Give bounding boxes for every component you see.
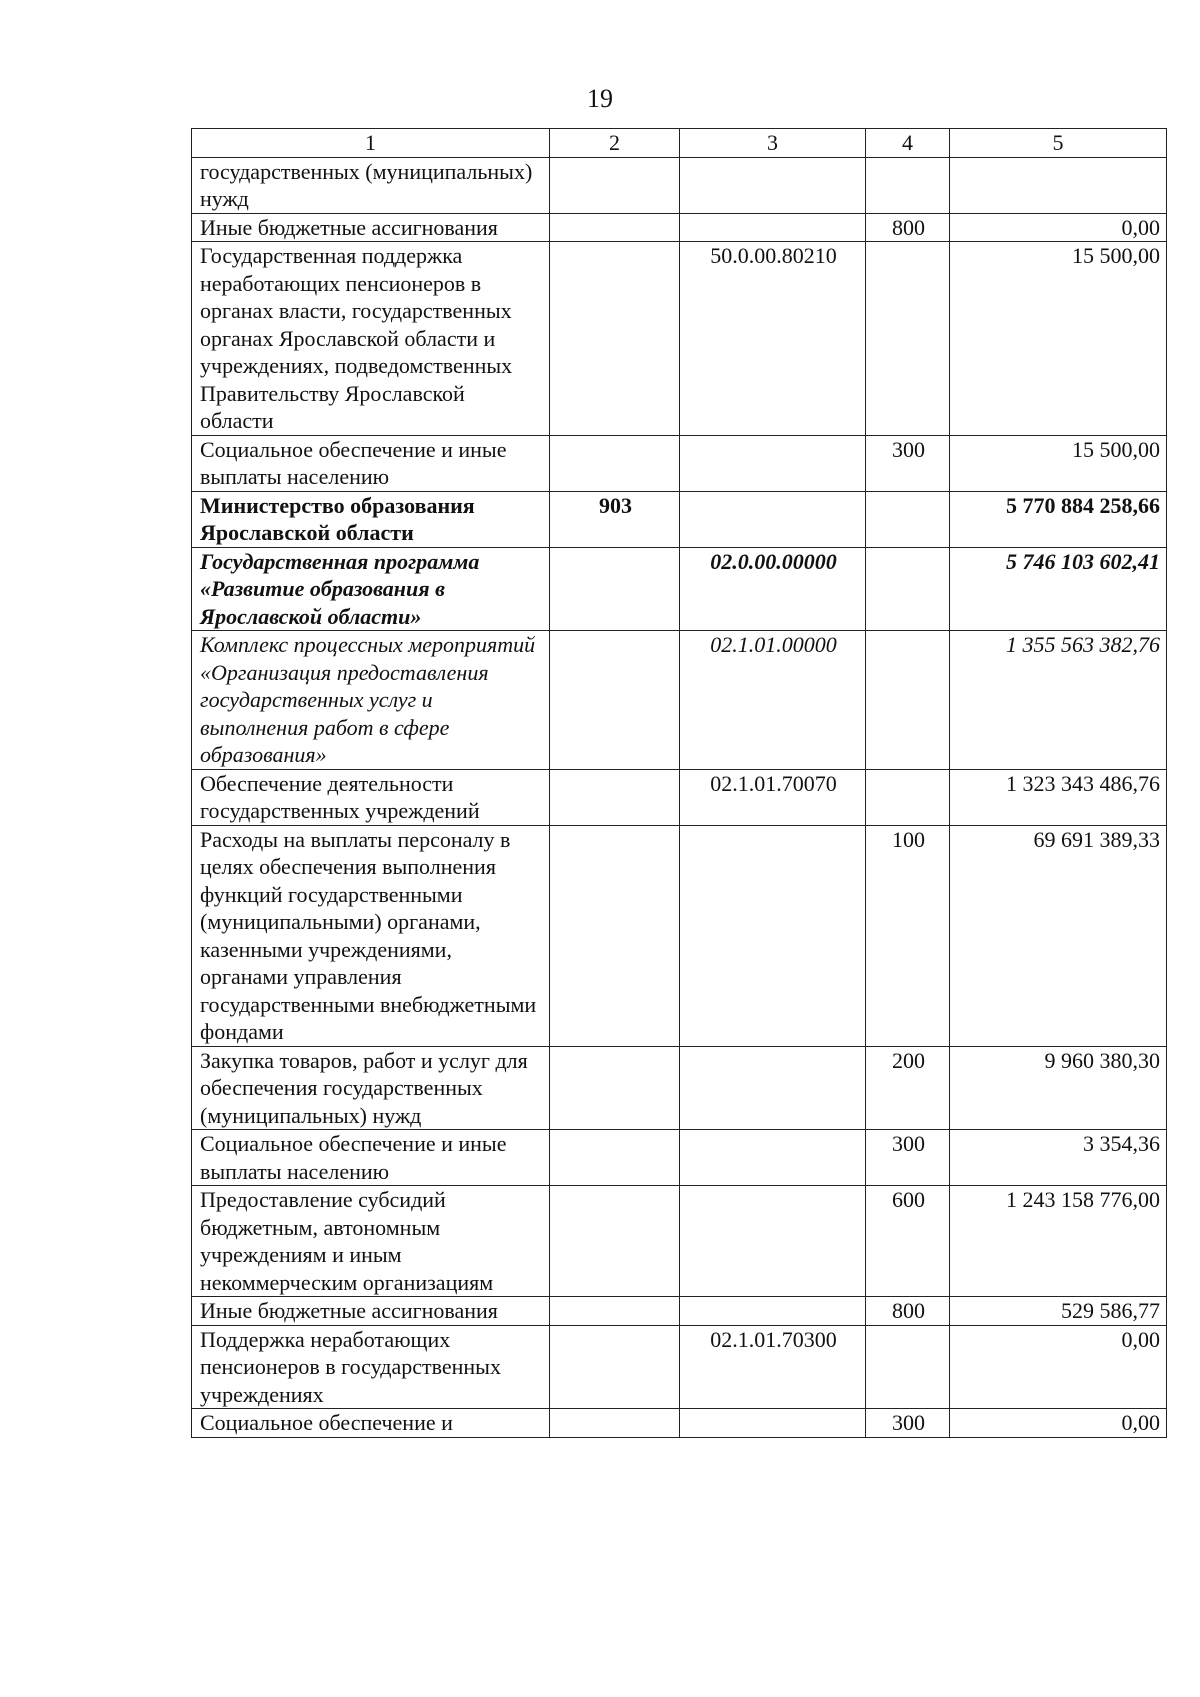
table-row: [192, 631, 1167, 770]
row-expense-type: [866, 631, 950, 770]
row-expense-type: 300: [866, 1409, 950, 1438]
row-target-code: [680, 1130, 866, 1186]
row-amount: [950, 157, 1167, 213]
row-target-code: 02.1.01.00000: [680, 631, 866, 770]
table-row: [192, 1409, 1167, 1438]
row-name: Иные бюджетные ассигнования: [192, 1297, 550, 1326]
row-admin-code: [550, 1186, 680, 1297]
row-admin-code: [550, 1046, 680, 1130]
row-expense-type: [866, 547, 950, 631]
page-number: 19: [587, 84, 613, 113]
row-expense-type: 300: [866, 1130, 950, 1186]
row-amount: 0,00: [950, 213, 1167, 242]
row-amount: 5 746 103 602,41: [950, 547, 1167, 631]
row-name: Расходы на выплаты персоналу в целях обеспечения выполнения функций государственными (муниципальными) органами, казенными учреждениями, органами управления государственными внебюджетными фондами: [192, 825, 550, 1046]
row-amount: 9 960 380,30: [950, 1046, 1167, 1130]
row-admin-code: [550, 1325, 680, 1409]
row-amount: 15 500,00: [950, 435, 1167, 491]
row-target-code: [680, 825, 866, 1046]
row-admin-code: [550, 213, 680, 242]
row-target-code: [680, 1186, 866, 1297]
row-name: Комплекс процессных мероприятий «Организация предоставления государственных услуг и выполнения работ в сфере образования»: [192, 631, 550, 770]
row-name: Социальное обеспечение и иные выплаты населению: [192, 1130, 550, 1186]
table-row: [192, 1130, 1167, 1186]
table-row: [192, 491, 1167, 547]
column-header-1: 1: [192, 129, 550, 158]
row-expense-type: 200: [866, 1046, 950, 1130]
row-amount: 69 691 389,33: [950, 825, 1167, 1046]
row-amount: 15 500,00: [950, 242, 1167, 436]
row-name: Поддержка неработающих пенсионеров в государственных учреждениях: [192, 1325, 550, 1409]
row-expense-type: 800: [866, 1297, 950, 1326]
row-admin-code: [550, 825, 680, 1046]
row-name: Закупка товаров, работ и услуг для обеспечения государственных (муниципальных) нужд: [192, 1046, 550, 1130]
row-amount: 529 586,77: [950, 1297, 1167, 1326]
row-target-code: [680, 435, 866, 491]
table-row: [192, 1186, 1167, 1297]
row-amount: 3 354,36: [950, 1130, 1167, 1186]
row-admin-code: [550, 242, 680, 436]
row-amount: 1 323 343 486,76: [950, 769, 1167, 825]
header-row: [192, 129, 1167, 158]
row-name: Министерство образования Ярославской области: [192, 491, 550, 547]
row-name: Обеспечение деятельности государственных учреждений: [192, 769, 550, 825]
table-row: [192, 769, 1167, 825]
row-admin-code: [550, 1130, 680, 1186]
table-row: [192, 213, 1167, 242]
row-admin-code: 903: [550, 491, 680, 547]
row-target-code: [680, 157, 866, 213]
column-header-2: 2: [550, 129, 680, 158]
row-target-code: [680, 491, 866, 547]
row-expense-type: 300: [866, 435, 950, 491]
column-header-4: 4: [866, 129, 950, 158]
row-name: Государственная программа «Развитие образования в Ярославской области»: [192, 547, 550, 631]
row-expense-type: [866, 157, 950, 213]
row-admin-code: [550, 1409, 680, 1438]
table-row: [192, 1325, 1167, 1409]
row-admin-code: [550, 547, 680, 631]
row-target-code: [680, 1046, 866, 1130]
table-row: [192, 825, 1167, 1046]
table-row: [192, 435, 1167, 491]
row-admin-code: [550, 435, 680, 491]
row-target-code: 02.1.01.70070: [680, 769, 866, 825]
row-name: государственных (муниципальных) нужд: [192, 157, 550, 213]
row-target-code: [680, 1409, 866, 1438]
table-header: [192, 129, 1167, 158]
table-row: [192, 242, 1167, 436]
row-expense-type: 800: [866, 213, 950, 242]
table-row: [192, 1046, 1167, 1130]
column-header-5: 5: [950, 129, 1167, 158]
table-body: [192, 157, 1167, 1437]
row-expense-type: [866, 491, 950, 547]
row-target-code: 02.1.01.70300: [680, 1325, 866, 1409]
row-expense-type: [866, 1325, 950, 1409]
row-admin-code: [550, 1297, 680, 1326]
row-expense-type: [866, 242, 950, 436]
table-row: [192, 1297, 1167, 1326]
row-admin-code: [550, 157, 680, 213]
row-target-code: [680, 1297, 866, 1326]
row-target-code: 50.0.00.80210: [680, 242, 866, 436]
row-target-code: [680, 213, 866, 242]
row-amount: 5 770 884 258,66: [950, 491, 1167, 547]
row-admin-code: [550, 769, 680, 825]
row-expense-type: [866, 769, 950, 825]
table-row: [192, 157, 1167, 213]
budget-table: [191, 128, 1167, 1438]
table-row: [192, 547, 1167, 631]
row-amount: 1 355 563 382,76: [950, 631, 1167, 770]
row-expense-type: 100: [866, 825, 950, 1046]
row-amount: 0,00: [950, 1325, 1167, 1409]
column-header-3: 3: [680, 129, 866, 158]
row-name: Государственная поддержка неработающих пенсионеров в органах власти, государственных органах Ярославской области и учреждениях, подведомственных Правительству Ярославской области: [192, 242, 550, 436]
row-name: Иные бюджетные ассигнования: [192, 213, 550, 242]
row-expense-type: 600: [866, 1186, 950, 1297]
row-name: Социальное обеспечение и иные выплаты населению: [192, 435, 550, 491]
row-admin-code: [550, 631, 680, 770]
row-target-code: 02.0.00.00000: [680, 547, 866, 631]
row-amount: 0,00: [950, 1409, 1167, 1438]
row-name: Социальное обеспечение и: [192, 1409, 550, 1438]
row-name: Предоставление субсидий бюджетным, автономным учреждениям и иным некоммерческим организациям: [192, 1186, 550, 1297]
row-amount: 1 243 158 776,00: [950, 1186, 1167, 1297]
